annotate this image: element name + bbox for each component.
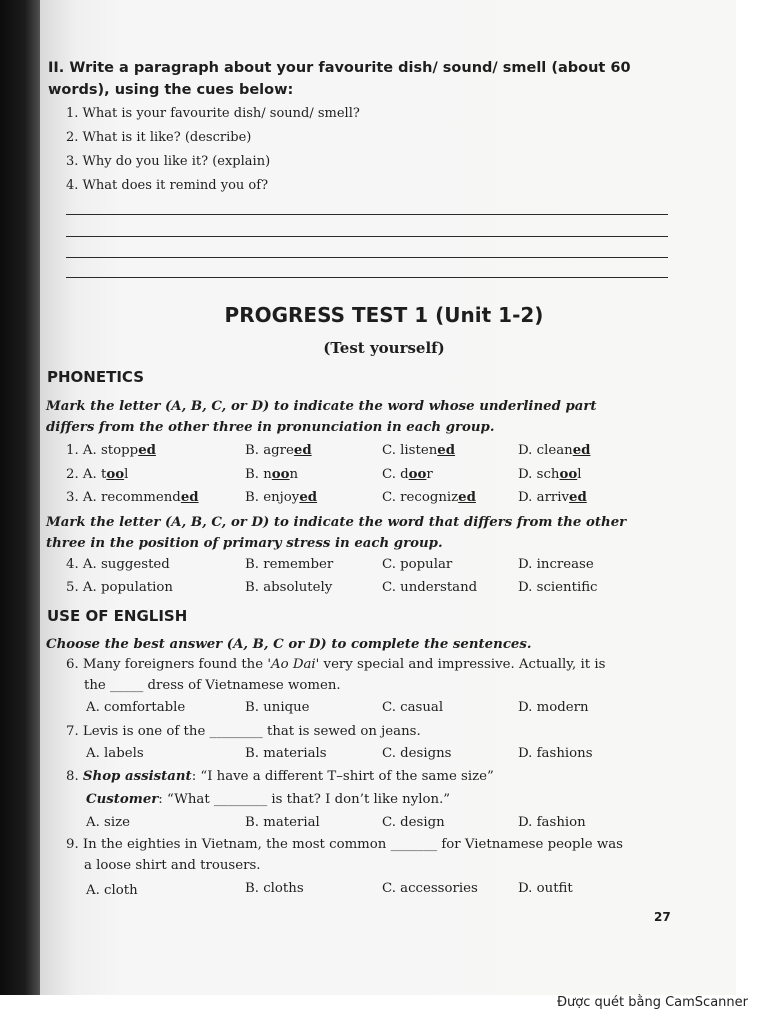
q5-option-d: D. scientific [518,580,598,595]
option-text: A. recommend [82,490,181,505]
underlined-part: oo [408,467,427,482]
question-text: very special and impressive. Actually, it is [319,657,606,672]
q6-option-b: B. unique [245,700,310,715]
instruction-line: three in the position of primary stress in each group. [46,536,443,551]
question-number: 7. [66,724,79,739]
question-1 [66,443,156,458]
q4-option-c: C. popular [382,557,453,572]
speaker-label: Shop assistant [82,769,192,784]
q2-option-b [245,467,298,482]
question-6 [66,657,605,672]
q7-option-c: C. designs [382,746,452,761]
question-8 [66,769,494,784]
option-text: B. n [245,467,272,482]
q2-option-d [518,467,582,482]
option-text: D. arriv [518,490,570,505]
q8-option-b: B. material [245,815,320,830]
instruction-line: differs from the other three in pronunciation in each group. [46,420,495,435]
instruction-line: Mark the letter (A, B, C, or D) to indicate the word whose underlined part [46,399,597,414]
instruction-line: Mark the letter (A, B, C, or D) to indicate the word that differs from the other [46,515,627,530]
question-number: 3. [66,490,79,505]
question-8-line2 [86,792,450,807]
q3-option-c [382,490,476,505]
question-2 [66,467,128,482]
q8-option-c: C. design [382,815,445,830]
option-a [83,443,156,458]
writing-cue-4: 4. What does it remind you of? [66,178,269,193]
underlined-part: ed [138,443,156,458]
use-of-english-instruction: Choose the best answer (A, B, C or D) to complete the sentences. [46,637,532,652]
q9-option-a: A. cloth [86,883,138,898]
underlined-part: ed [437,443,456,458]
question-number: 4. [66,557,79,572]
question-7 [66,724,421,739]
answer-line [66,257,668,258]
underlined-part: oo [106,467,125,482]
question-number: 6. [66,657,79,672]
option-text: A. stopp [82,443,139,458]
phonetics-heading: PHONETICS [47,368,145,386]
option-text: l [124,467,129,482]
answer-line [66,236,668,237]
question-5 [66,580,173,595]
underlined-part: ed [572,443,591,458]
underlined-part: ed [299,490,318,505]
underlined-part: ed [458,490,476,505]
question-4 [66,557,170,572]
option-text: B. agre [245,443,294,458]
option-text: B. enjoy [245,490,300,505]
q1-option-c [382,443,455,458]
q8-option-d: D. fashion [518,815,586,830]
underlined-part: ed [180,490,199,505]
answer-line [66,277,668,278]
q4-option-d: D. increase [518,557,594,572]
speaker-label: Customer [86,792,159,807]
scanner-footer: Được quét bằng CamScanner [556,995,748,1010]
writing-cue-1: 1. What is your favourite dish/ sound/ smell? [66,106,360,121]
question-number: 9. [66,837,79,852]
q3-option-d [518,490,587,505]
option-a: A. suggested [82,557,170,572]
q5-option-b: B. absolutely [245,580,333,595]
q9-option-d: D. outfit [518,881,573,896]
q9-option-c: C. accessories [382,881,478,896]
option-text: r [426,467,433,482]
phonetics-instruction-2 [46,512,676,554]
question-number: 2. [66,467,79,482]
q8-option-a: A. size [86,815,131,830]
q7-option-b: B. materials [245,746,327,761]
option-text: l [577,467,582,482]
test-title: PROGRESS TEST 1 (Unit 1-2) [224,303,544,327]
underlined-part: ed [293,443,312,458]
question-number: 5. [66,580,79,595]
option-text: D. sch [518,467,560,482]
q1-option-d [518,443,590,458]
test-subtitle: (Test yourself) [323,339,445,357]
option-text: C. listen [382,443,438,458]
phonetics-instruction-1 [46,396,676,438]
q2-option-c [382,467,433,482]
question-9-line2: a loose shirt and trousers. [84,858,261,873]
underlined-part: oo [271,467,290,482]
question-text: Levis is one of the ________ that is sewed on jeans. [82,724,421,739]
question-6-line2: the _____ dress of Vietnamese women. [84,678,341,693]
option-a [83,467,128,482]
question-text: In the eighties in Vietnam, the most common _______ for Vietnamese people was [82,837,623,852]
option-text: A. t [82,467,107,482]
option-a: A. population [82,580,173,595]
writing-cue-2: 2. What is it like? (describe) [66,130,252,145]
q9-option-b: B. cloths [245,881,304,896]
question-9 [66,837,623,852]
option-text: n [289,467,299,482]
question-text: : “I have a different T–shirt of the same size” [191,769,494,784]
option-text: D. clean [518,443,573,458]
option-a [83,490,199,505]
q1-option-b [245,443,312,458]
question-number: 8. [66,769,79,784]
question-text: Many foreigners found the [82,657,268,672]
writing-heading-line2: words), using the cues below: [48,82,294,98]
option-text: C. d [382,467,409,482]
question-text-italic: 'Ao Dai' [267,657,320,672]
writing-cue-3: 3. Why do you like it? (explain) [66,154,271,169]
q6-option-c: C. casual [382,700,444,715]
q4-option-b: B. remember [245,557,334,572]
q5-option-c: C. understand [382,580,478,595]
answer-line [66,214,668,215]
use-of-english-heading: USE OF ENGLISH [47,607,188,625]
question-3 [66,490,199,505]
q3-option-b [245,490,317,505]
writing-task-heading [48,57,673,101]
writing-heading-line1: II. Write a paragraph about your favourite dish/ sound/ smell (about 60 [48,60,631,76]
option-text: C. recogniz [382,490,459,505]
question-text: : “What ________ is that? I don’t like nylon.” [158,792,451,807]
question-number: 1. [66,443,79,458]
q6-option-d: D. modern [518,700,589,715]
underlined-part: ed [569,490,587,505]
q7-option-d: D. fashions [518,746,593,761]
q6-option-a: A. comfortable [86,700,186,715]
q7-option-a: A. labels [86,746,144,761]
page-number: 27 [654,910,671,924]
underlined-part: oo [559,467,578,482]
